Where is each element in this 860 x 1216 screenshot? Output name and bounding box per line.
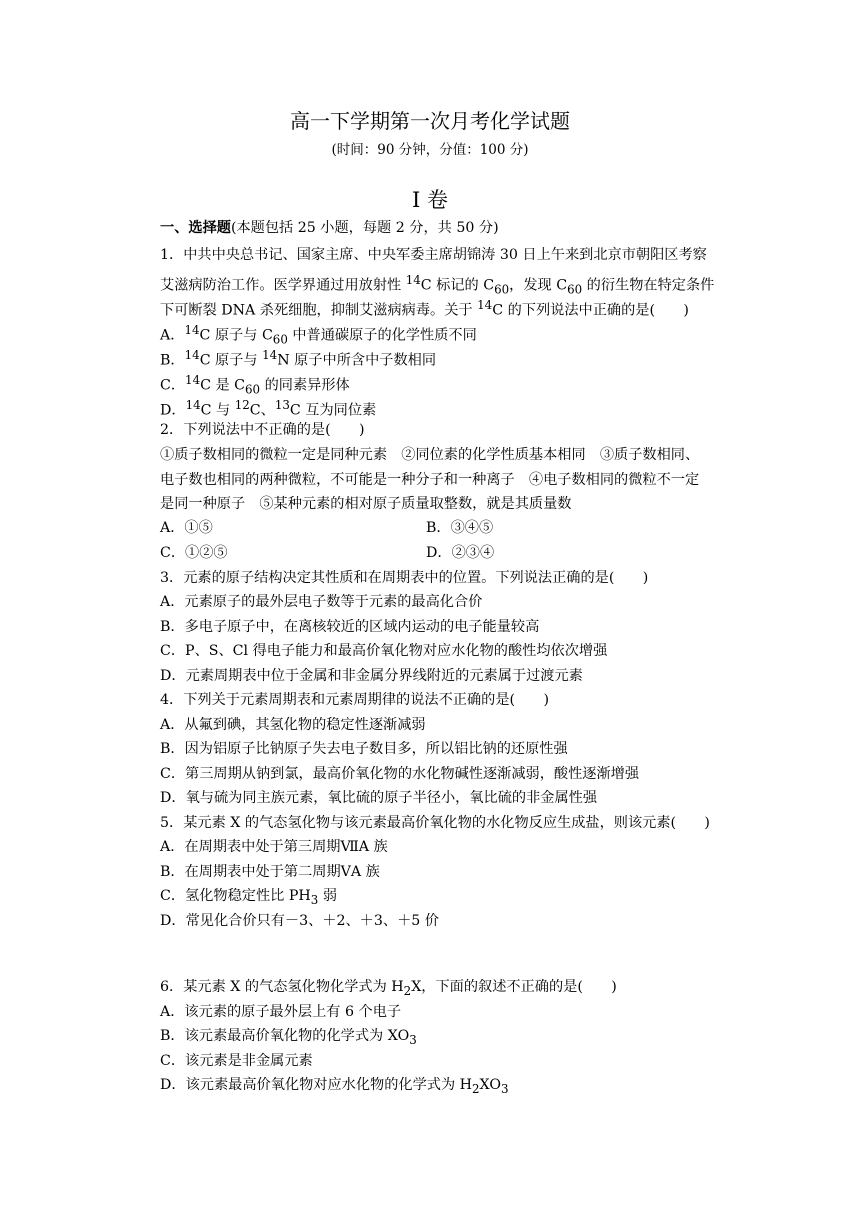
q1-stem-line-1: 1．中共中央总书记、国家主席、中央军委主席胡锦涛 30 日上午来到北京市朝阳区考察 <box>160 247 707 263</box>
superscript: 12 <box>234 398 250 412</box>
superscript: 14 <box>184 323 200 337</box>
q2-body-line-1: ①质子数相同的微粒一定是同种元素 ②同位素的化学性质基本相同 ③质子数相同、 <box>160 447 700 463</box>
subscript: 60 <box>567 282 583 297</box>
q2-option-a: A．①⑤ <box>160 520 213 536</box>
q2-option-d: D．②③④ <box>426 545 495 561</box>
q5-stem: 5．某元素 X 的气态氢化物与该元素最高价氧化物的水化物反应生成盐，则该元素( ) <box>160 815 710 831</box>
q6-option-d <box>160 1075 509 1099</box>
subscript: 60 <box>494 282 510 297</box>
subscript: 2 <box>403 983 412 998</box>
text: C 原子与 C <box>199 327 273 344</box>
q5-option-c <box>160 886 337 910</box>
section-heading-line <box>160 218 499 238</box>
text: XO <box>479 1077 502 1093</box>
superscript: 14 <box>185 373 201 387</box>
section-heading: 一、选择题 <box>160 220 231 236</box>
subscript: 3 <box>310 892 319 907</box>
text: A． <box>160 327 185 344</box>
subscript: 3 <box>409 1032 417 1047</box>
superscript: 14 <box>405 273 421 287</box>
subscript: 3 <box>501 1081 509 1096</box>
page-title: 高一下学期第一次月考化学试题 <box>290 109 570 133</box>
q5-option-b: B．在周期表中处于第二周期ⅤA 族 <box>160 864 380 880</box>
subscript: 2 <box>472 1081 480 1096</box>
text: N 原子中所含中子数相同 <box>277 352 437 369</box>
q3-stem: 3．元素的原子结构决定其性质和在周期表中的位置。下列说法正确的是( ) <box>160 570 649 586</box>
q2-body-line-2: 电子数也相同的两种微粒，不可能是一种分子和一种离子 ④电子数相同的微粒不一定 <box>160 472 700 488</box>
q6-option-c: C．该元素是非金属元素 <box>160 1053 313 1069</box>
q4-stem: 4．下列关于元素周期表和元素周期律的说法不正确的是( ) <box>160 692 549 708</box>
text: C 与 <box>200 402 235 419</box>
text: 艾滋病防治工作。医学界通过用放射性 <box>160 277 406 294</box>
text: 中普通碳原子的化学性质不同 <box>287 327 477 344</box>
q5-option-d: D．常见化合价只有－3、＋2、＋3、＋5 价 <box>160 913 439 929</box>
text: C 标记的 C <box>420 277 495 294</box>
q1-stem-line-3 <box>160 295 689 321</box>
text: C 是 C <box>200 377 246 394</box>
exam-info: (时间：90 分钟，分值：100 分) <box>331 142 529 158</box>
text: 下可断裂 DNA 杀死细胞，抑制艾滋病病毒。关于 <box>160 302 478 319</box>
q3-option-a: A．元素原子的最外层电子数等于元素的最高化合价 <box>160 594 483 610</box>
text: 6．某元素 X 的气态氢化物化学式为 H <box>160 979 404 995</box>
q6-stem <box>160 977 617 1001</box>
superscript: 14 <box>262 348 278 362</box>
q1-option-b <box>160 345 436 371</box>
text: ，发现 C <box>509 277 568 294</box>
text: D． <box>160 402 186 419</box>
q4-option-a: A．从氟到碘，其氢化物的稳定性逐渐减弱 <box>160 717 426 733</box>
text: C． <box>160 377 186 394</box>
q3-option-d: D．元素周期表中位于金属和非金属分界线附近的元素属于过渡元素 <box>160 668 583 684</box>
q6-option-b <box>160 1026 417 1050</box>
subscript: 60 <box>272 332 288 347</box>
q2-option-c: C．①②⑤ <box>160 545 228 561</box>
q4-option-b: B．因为铝原子比钠原子失去电子数目多，所以铝比钠的还原性强 <box>160 741 568 757</box>
superscript: 14 <box>184 348 200 362</box>
q4-option-c: C．第三周期从钠到氯，最高价氧化物的水化物碱性逐渐减弱，酸性逐渐增强 <box>160 766 640 782</box>
superscript: 14 <box>185 398 201 412</box>
text: C 互为同位素 <box>289 402 377 419</box>
q5-option-a: A．在周期表中处于第三周期ⅦA 族 <box>160 839 388 855</box>
text: C、 <box>249 402 275 419</box>
text: X，下面的叙述不正确的是( ) <box>411 979 617 995</box>
text: B． <box>160 352 185 369</box>
text: B．该元素最高价氧化物的化学式为 XO <box>160 1028 410 1044</box>
volume-heading: I 卷 <box>412 188 448 212</box>
q2-stem: 2．下列说法中不正确的是( ) <box>160 422 365 438</box>
q3-option-b: B．多电子原子中，在离核较近的区域内运动的电子能量较高 <box>160 619 540 635</box>
superscript: 13 <box>274 398 290 412</box>
q4-option-d: D．氧与硫为同主族元素，氧比硫的原子半径小，氧比硫的非金属性强 <box>160 790 598 806</box>
subscript: 60 <box>245 382 261 397</box>
q2-body-line-3: 是同一种原子 ⑤某种元素的相对原子质量取整数，就是其质量数 <box>160 496 572 512</box>
q2-option-b: B．③④⑤ <box>426 520 494 536</box>
text: 的同素异形体 <box>260 377 350 394</box>
section-note: (本题包括 25 小题，每题 2 分，共 50 分) <box>230 220 499 236</box>
text: C 原子与 <box>199 352 263 369</box>
text: 弱 <box>318 888 338 904</box>
text: 的衍生物在特定条件 <box>582 277 715 294</box>
q6-option-a: A．该元素的原子最外层上有 6 个电子 <box>160 1004 402 1020</box>
superscript: 14 <box>477 298 493 312</box>
text: D．该元素最高价氧化物对应水化物的化学式为 H <box>160 1077 473 1093</box>
q3-option-c: C．P、S、Cl 得电子能力和最高价氧化物对应水化物的酸性均依次增强 <box>160 643 608 659</box>
q1-option-d <box>160 395 376 421</box>
text: C 的下列说法中正确的是( ) <box>492 302 689 319</box>
text: C．氢化物稳定性比 PH <box>160 888 311 904</box>
